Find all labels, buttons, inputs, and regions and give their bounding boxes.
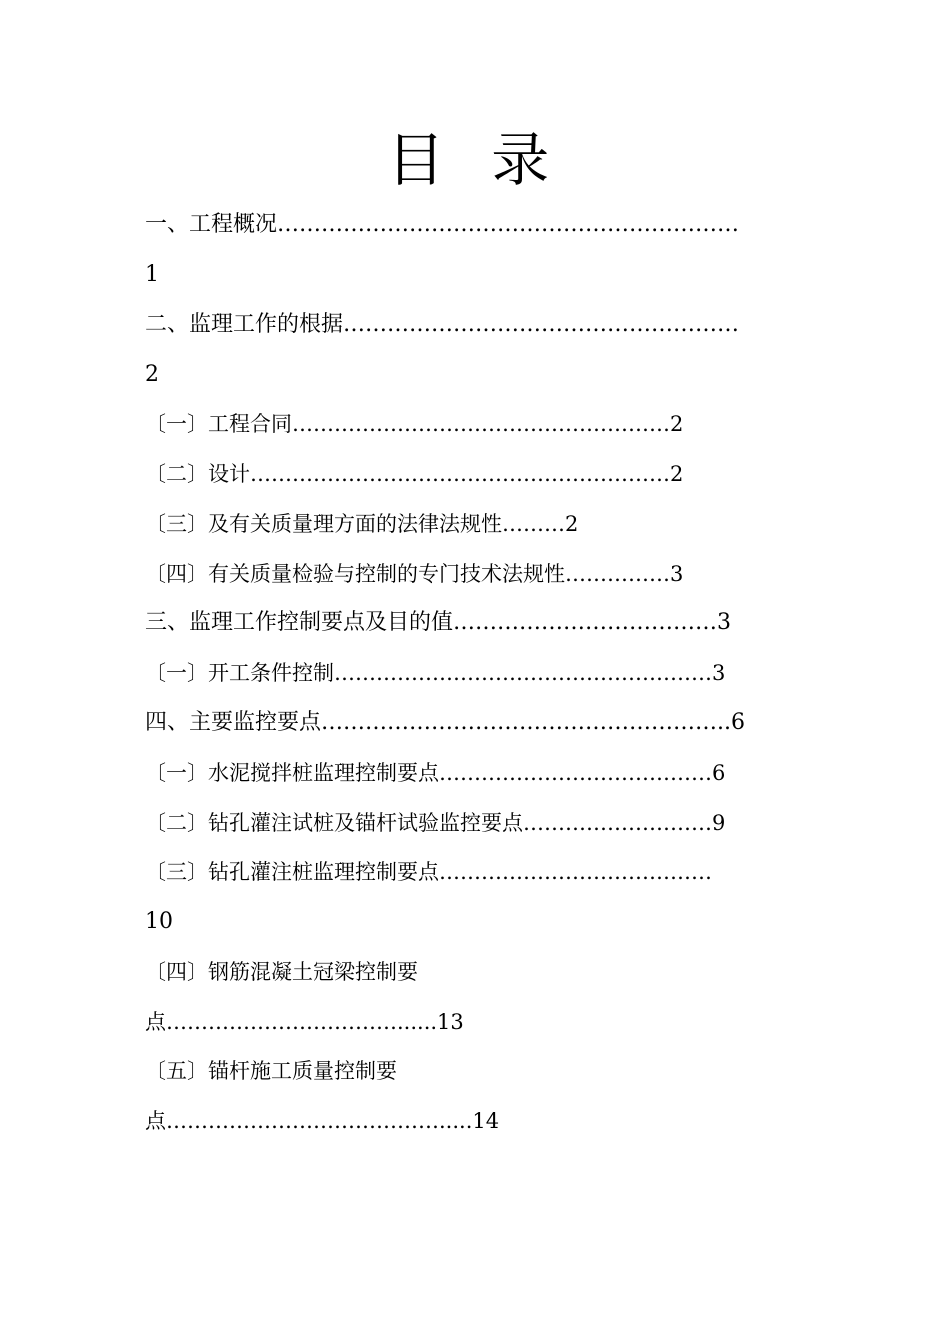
toc-entry-1: 一、工程概况……………………………………………………… <box>145 212 740 237</box>
toc-entry-2-2: 〔二〕设计……………………………………………………2 <box>145 462 684 486</box>
toc-entry-4-1: 〔一〕水泥搅拌桩监理控制要点…………………………………6 <box>145 761 726 785</box>
toc-page-number-4-3: 10 <box>145 909 173 934</box>
toc-page-number-2: 2 <box>145 362 159 387</box>
toc-entry-2: 二、监理工作的根据……………………………………………… <box>145 312 740 337</box>
page-title: 目 录 <box>386 126 564 194</box>
toc-entry-4-3: 〔三〕钻孔灌注桩监理控制要点………………………………… <box>145 860 712 884</box>
toc-entry-4-4: 〔四〕钢筋混凝土冠梁控制要 <box>145 960 418 984</box>
toc-page-number-1: 1 <box>145 262 159 287</box>
toc-entry-4-2: 〔二〕钻孔灌注试桩及锚杆试验监控要点………………………9 <box>145 811 726 835</box>
toc-entry-2-1: 〔一〕工程合同………………………………………………2 <box>145 412 684 436</box>
toc-entry-3: 三、监理工作控制要点及目的值………………………………3 <box>145 610 731 635</box>
toc-entry-4-5-continued: 点………………………………….....14 <box>145 1109 500 1133</box>
toc-entry-2-4: 〔四〕有关质量检验与控制的专门技术法规性……………3 <box>145 562 684 586</box>
toc-entry-2-3: 〔三〕及有关质量理方面的法律法规性………2 <box>145 512 579 536</box>
toc-entry-4-5: 〔五〕锚杆施工质量控制要 <box>145 1059 397 1083</box>
toc-entry-3-1: 〔一〕开工条件控制………………………………………………3 <box>145 661 726 685</box>
toc-entry-4: 四、主要监控要点………………………………………………..6 <box>145 710 745 735</box>
toc-entry-4-4-continued: 点……………………………......13 <box>145 1010 464 1034</box>
